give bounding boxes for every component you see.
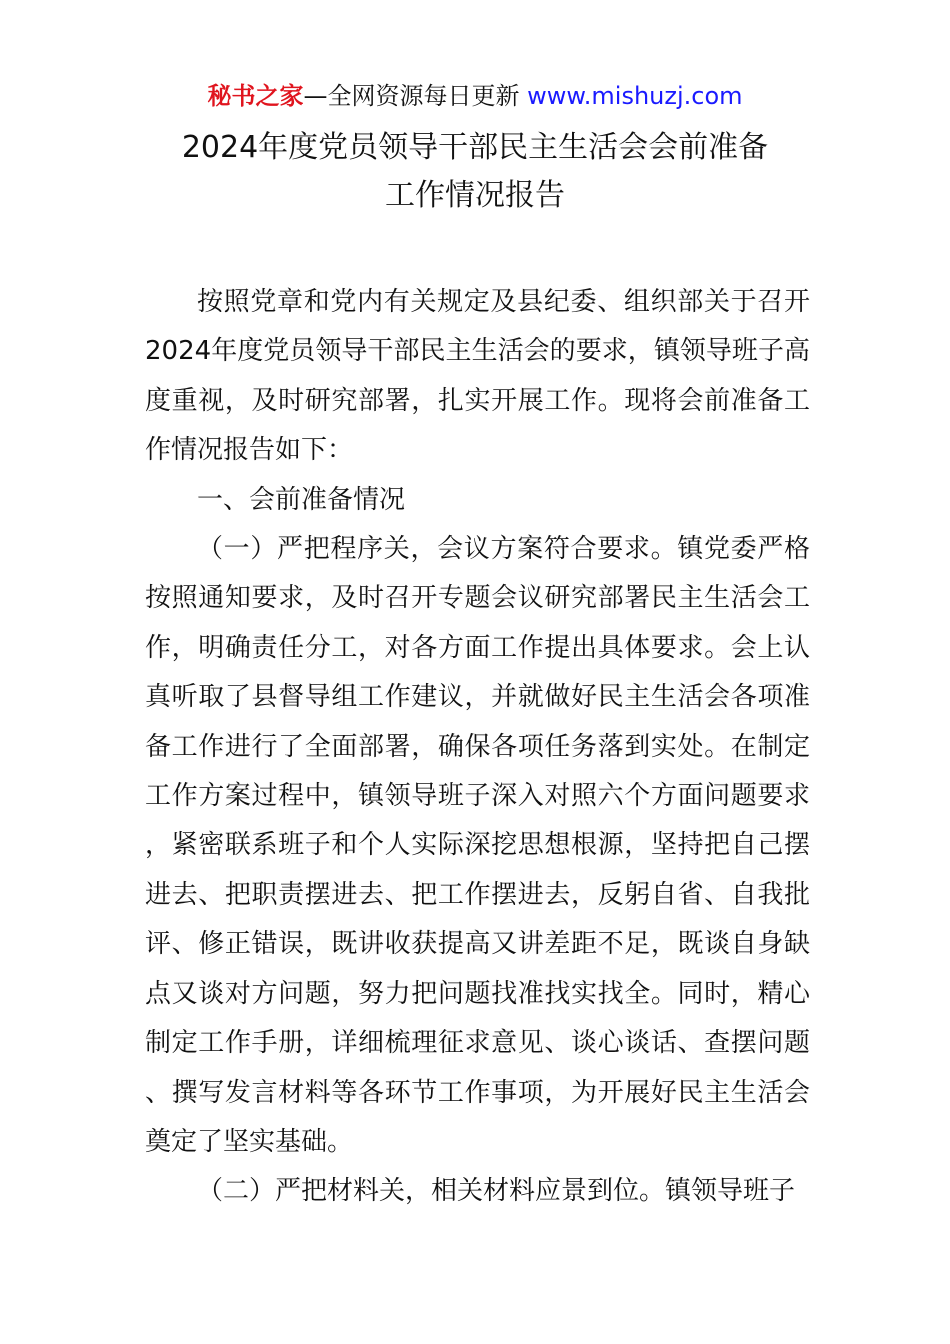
- site-header: [0, 80, 950, 112]
- intro-paragraph: 按照党章和党内有关规定及县纪委、组织部关于召开2024年度党员领导干部民主生活会的要求，镇领导班子高度重视，及时研究部署，扎实开展工作。现将会前准备工作情况报告如下：: [145, 287, 810, 466]
- document-title-line-1: 2024年度党员领导干部民主生活会会前准备: [181, 130, 769, 165]
- section-heading: 一、会前准备情况: [197, 484, 406, 515]
- header-url[interactable]: www.mishuzj.com: [527, 82, 743, 110]
- brand-name: 秘书之家: [207, 82, 304, 110]
- body-paragraph-2: （二）严把材料关，相关材料应景到位。镇领导班子: [197, 1176, 796, 1207]
- document-title-line-2: 工作情况报告: [385, 178, 565, 213]
- document-body: [145, 278, 810, 1217]
- header-tagline: —全网资源每日更新: [303, 82, 528, 110]
- body-paragraph-1: （一）严把程序关，会议方案符合要求。镇党委严格按照通知要求，及时召开专题会议研究部署民主生活会工作，明确责任分工，对各方面工作提出具体要求。会上认真听取了县督导组工作建议，并就做好民主生活会各项准备工作进行了全面部署，确保各项任务落到实处。在制定工作方案过程中，镇领导班子深入对照六个方面问题要求，紧密联系班子和个人实际深挖思想根源，坚持把自己摆进去、把职责摆进去、把工作摆进去，反躬自省、自我批评、修正错误，既讲收获提高又讲差距不足，既谈自身缺点又谈对方问题，努力把问题找准找实找全。同时，精心制定工作手册，详细梳理征求意见、谈心谈话、查摆问题、撰写发言材料等各环节工作事项，为开展好民主生活会奠定了坚实基础。: [145, 534, 810, 1157]
